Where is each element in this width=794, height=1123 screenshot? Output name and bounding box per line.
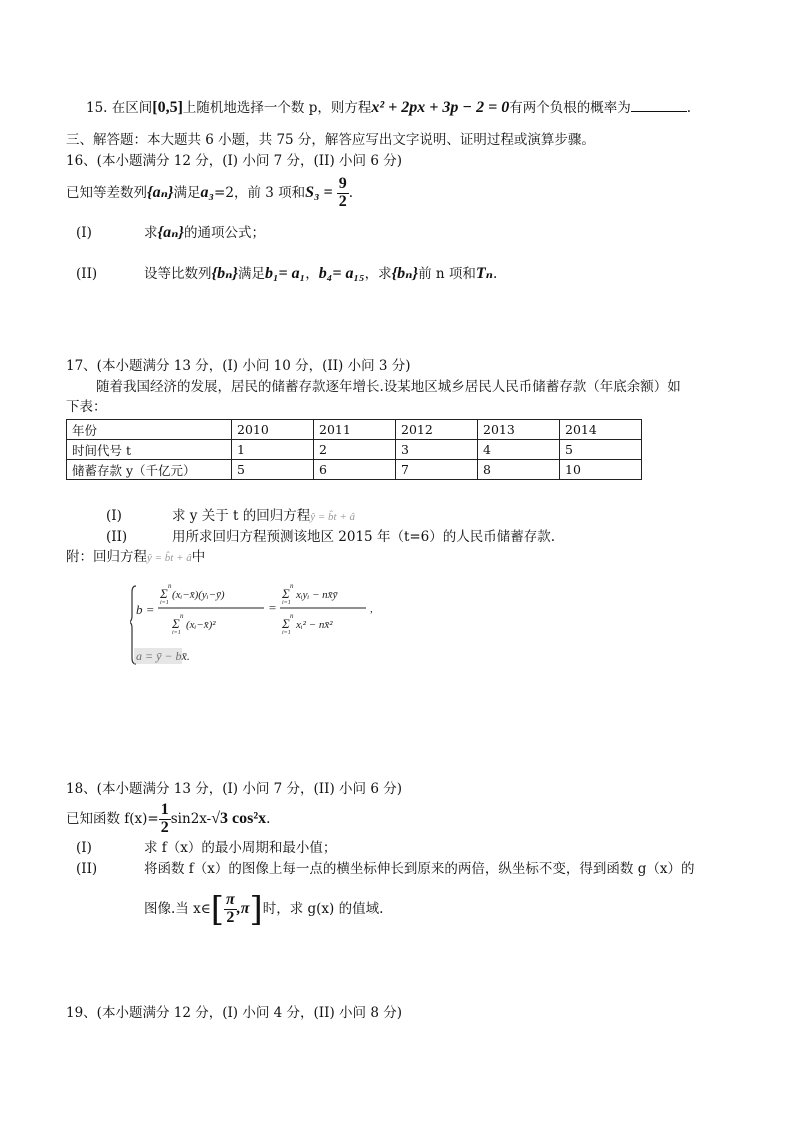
fraction-9-2 — [337, 176, 349, 211]
table-cell: 2 — [314, 440, 396, 460]
regression-equation: ŷ = b̂t + â — [310, 511, 356, 523]
q18-p2-text: 将函数 f（x）的图像上每一点的横坐标伸长到原来的两倍，纵坐标不变，得到函数 g（x）的 — [144, 861, 695, 877]
table-cell: 2011 — [314, 420, 396, 440]
q16-p2-b: 满足 — [237, 266, 265, 282]
regression-formula-image — [130, 578, 400, 666]
q17-note-end: 中 — [191, 549, 206, 565]
q16-p1-post: 的通项公式； — [183, 225, 265, 241]
table-cell: 2010 — [232, 420, 314, 440]
q17-part2 — [106, 529, 555, 545]
svg-text:n: n — [290, 612, 294, 620]
frac-den: 2 — [338, 192, 347, 210]
part-label: (II) — [106, 529, 128, 545]
seq-a: {aₙ} — [157, 224, 184, 241]
table-cell: 8 — [478, 460, 560, 480]
q16-given-text-b: 满足 — [173, 184, 201, 201]
table-row — [67, 420, 642, 440]
table-cell: 10 — [560, 460, 642, 480]
table-cell: 2012 — [396, 420, 478, 440]
table-cell: 2014 — [560, 420, 642, 440]
q17-header: 17、(本小题满分 13 分，(I) 小问 10 分，(II) 小问 3 分) — [66, 358, 411, 374]
answer-blank — [631, 99, 687, 112]
q16-header: 16、(本小题满分 12 分，(I) 小问 7 分，(II) 小问 6 分) — [66, 153, 402, 169]
sqrt-3: √3 — [211, 809, 228, 827]
table-cell: 7 — [396, 460, 478, 480]
q18-part2 — [76, 861, 694, 877]
q16-given-text-c: =2，前 3 项和 — [214, 184, 306, 201]
q15-interval: [0,5] — [152, 99, 183, 116]
svg-text:xᵢ² − nx̄²: xᵢ² − nx̄² — [296, 619, 333, 631]
q18-given-text: 已知函数 f(x)= — [66, 810, 159, 827]
svg-text:i=1: i=1 — [282, 600, 291, 606]
q16-part1 — [76, 223, 265, 242]
q16-given: 已知等差数列{aₙ}满足a₃=2，前 3 项和S₃ = $\frac{9}{2}$ . — [66, 175, 354, 210]
q16-p2-f: ，求 — [364, 266, 392, 282]
formula-b-label: b = — [136, 602, 155, 617]
q18-end: . — [266, 810, 271, 827]
a3: a₃ — [200, 183, 215, 201]
fraction-pi-2 — [224, 892, 237, 927]
s3: S₃ — [305, 183, 320, 201]
q15-line — [86, 98, 691, 117]
table-cell: 5 — [232, 460, 314, 480]
table-cell: 4 — [478, 440, 560, 460]
table-cell: 2013 — [478, 420, 560, 440]
q16-p2-a: 设等比数列 — [144, 266, 212, 282]
q18-given-text-b: sin2x- — [170, 810, 212, 827]
part-label: (I) — [106, 508, 122, 524]
watermark — [134, 648, 182, 664]
q18-part1 — [76, 840, 336, 856]
table-cell: 1 — [232, 440, 314, 460]
q16-given-text: 已知等差数列 — [66, 184, 147, 201]
seq-b: {bₙ} — [211, 265, 238, 282]
part-label: (I) — [76, 840, 92, 856]
svg-text:Σ: Σ — [172, 616, 180, 631]
seq-a: {aₙ} — [147, 183, 174, 201]
q15-end: . — [686, 100, 691, 116]
frac-num: π — [225, 891, 235, 909]
q15-text-suffix: 有两个负根的概率为 — [509, 100, 631, 116]
interval-right: ,π — [236, 900, 250, 917]
q17-p2-text: 用所求回归方程预测该地区 2015 年（t=6）的人民币储蓄存款. — [172, 529, 556, 545]
q16-p2-g: 前 n 项和 — [418, 266, 476, 282]
q18-header: 18、(本小题满分 13 分，(I) 小问 7 分，(II) 小问 6 分) — [66, 781, 402, 797]
part-label: (II) — [76, 266, 98, 282]
q18-p2-cont-b: 时，求 g(x) 的值域. — [262, 901, 384, 917]
q15-text: 15. 在区间 — [86, 100, 153, 116]
q17-note-text: 附：回归方程 — [66, 549, 147, 565]
b1-eq: b₁= a₁ — [264, 265, 306, 282]
fraction-1-2 — [159, 802, 171, 837]
q18-p2-cont-a: 图像.当 x∈ — [144, 901, 211, 917]
cos-squared: cos²x — [232, 809, 267, 827]
svg-text:(xᵢ−x̄)²: (xᵢ−x̄)² — [186, 619, 216, 631]
q16-p2-d: ， — [305, 266, 319, 282]
regression-equation: ŷ = b̂t + â — [147, 552, 192, 564]
q18-p1-text: 求 f（x）的最小周期和最小值； — [144, 840, 337, 856]
formula-a-line: a = ȳ − bx̄. — [136, 649, 190, 663]
svg-text:Σ: Σ — [160, 586, 168, 601]
part-label: (I) — [76, 225, 92, 241]
table-row — [67, 460, 642, 480]
svg-text:i=1: i=1 — [160, 600, 169, 606]
q16-end: . — [348, 184, 354, 201]
q18-part2-cont: 图像.当 x∈[ $\frac{\pi}{2}$ ,π]时，求 g(x) 的值域. — [144, 889, 384, 930]
frac-den: 2 — [226, 909, 235, 926]
q15-text-mid: 上随机地选择一个数 p，则方程 — [182, 100, 372, 116]
frac-num: 9 — [338, 175, 347, 192]
b4-eq: b₄= a₁₅ — [318, 265, 365, 282]
q16-p2-end: . — [492, 266, 498, 282]
svg-text:i=1: i=1 — [172, 630, 181, 636]
svg-text:n: n — [168, 582, 172, 590]
svg-text:n: n — [290, 582, 294, 590]
seq-b: {bₙ} — [391, 265, 419, 282]
table-cell: 年份 — [67, 420, 232, 440]
q17-intro-cont: 下表： — [66, 399, 107, 415]
q18-given — [66, 802, 270, 837]
table-row — [67, 440, 642, 460]
table-cell: 5 — [560, 440, 642, 460]
svg-text:(xᵢ−x̄)(yᵢ−ȳ): (xᵢ−x̄)(yᵢ−ȳ) — [172, 589, 225, 601]
part-label: (II) — [76, 861, 98, 877]
table-cell: 时间代号 t — [67, 440, 232, 460]
table-cell: 储蓄存款 y（千亿元） — [67, 460, 232, 480]
data-table — [66, 419, 642, 480]
q17-note — [66, 549, 205, 565]
table-cell: 6 — [314, 460, 396, 480]
table-cell: 3 — [396, 440, 478, 460]
section-heading: 三、解答题：本大题共 6 小题，共 75 分，解答应写出文字说明、证明过程或演算步骤。 — [66, 132, 595, 148]
svg-text:n: n — [180, 612, 184, 620]
q16-p1-pre: 求 — [144, 225, 158, 241]
tn: Tₙ — [475, 265, 493, 282]
q15-equation: x² + 2px + 3p − 2 = 0 — [371, 99, 510, 116]
svg-text:Σ: Σ — [282, 616, 290, 631]
q17-part1 — [106, 508, 355, 524]
frac-den: 2 — [160, 818, 169, 836]
q17-intro: 随着我国经济的发展，居民的储蓄存款逐年增长.设某地区城乡居民人民币储蓄存款（年底余额）如 — [96, 379, 681, 395]
frac-num: 1 — [160, 801, 169, 818]
q17-p1-text: 求 y 关于 t 的回归方程 — [172, 508, 311, 524]
q16-part2 — [76, 264, 497, 283]
svg-text:Σ: Σ — [282, 586, 290, 601]
svg-text:i=1: i=1 — [282, 630, 291, 636]
svg-text:xᵢyᵢ − nx̄ȳ: xᵢyᵢ − nx̄ȳ — [296, 589, 338, 601]
formula-equals: = — [268, 600, 277, 615]
q19-header: 19、(本小题满分 12 分，(I) 小问 4 分，(II) 小问 8 分) — [66, 1005, 402, 1021]
svg-text:,: , — [370, 603, 373, 615]
